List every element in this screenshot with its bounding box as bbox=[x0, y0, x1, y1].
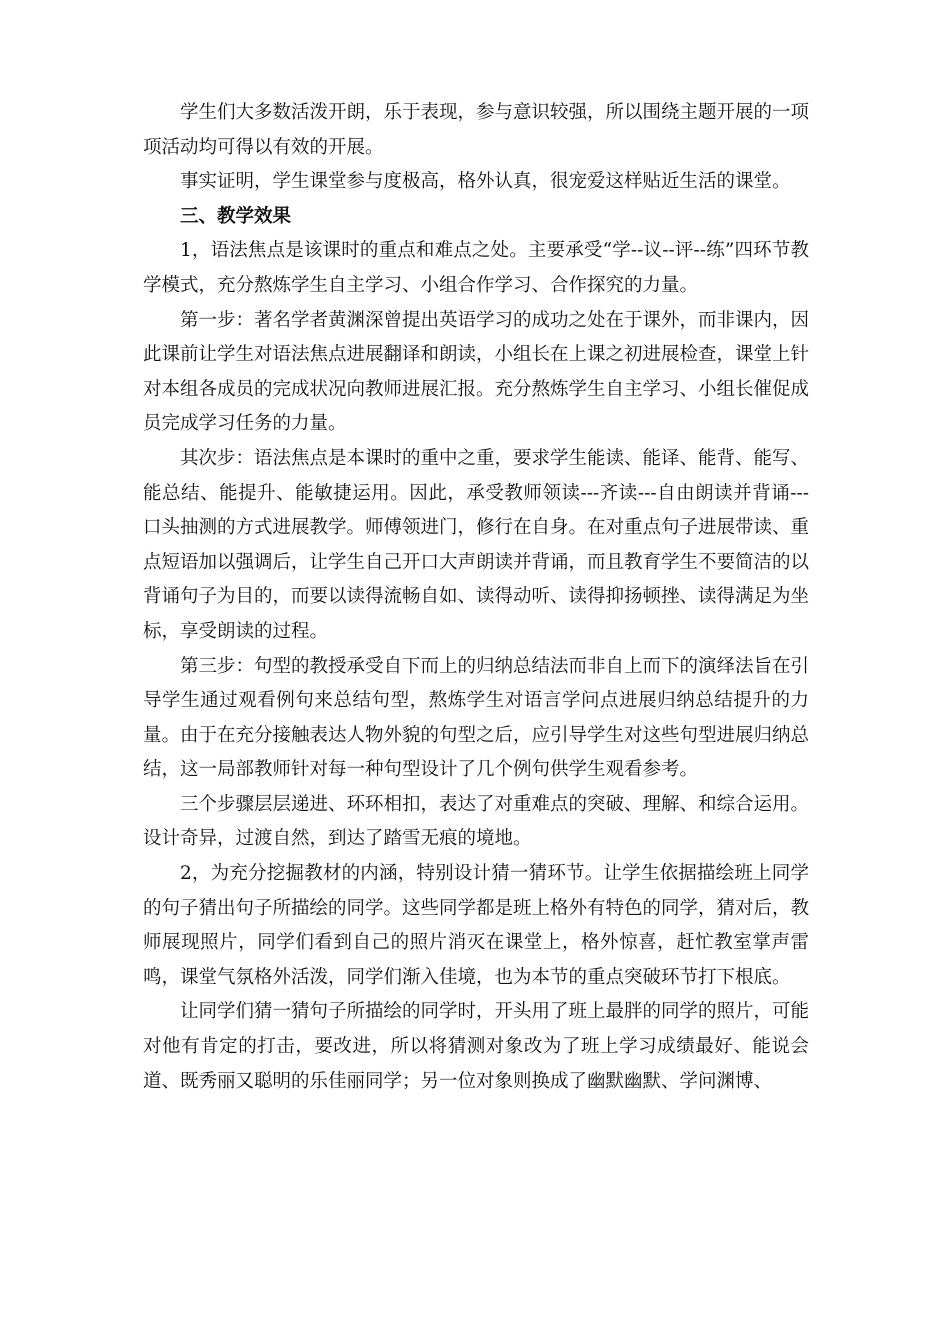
section-heading-teaching-effect: 三、教学效果 bbox=[180, 205, 292, 227]
paragraph-grammar-focus: 1，语法焦点是该课时的重点和难点之处。主要承受“学--议--评--练”四环节教学模式，充分熬炼学生自主学习、小组合作学习、合作探究的力量。 bbox=[143, 240, 809, 296]
paragraph-step-one: 第一步：著名学者黄渊深曾提出英语学习的成功之处在于课外，而非课内，因此课前让学生对语法焦点进展翻译和朗读，小组长在上课之初进展检查，课堂上针对本组各成员的完成状况向教师进展汇报。充分熬炼学生自主学习、小组长催促成员完成学习任务的力量。 bbox=[143, 309, 810, 435]
paragraph-improvement: 让同学们猜一猜句子所描绘的同学时，开头用了班上最胖的同学的照片，可能对他有肯定的打击，要改进，所以将猜测对象改为了班上学习成绩最好、能说会道、既秀丽又聪明的乐佳丽同学；另一位对象则换成了幽默幽默、学问渊博、 bbox=[143, 1001, 810, 1092]
paragraph-step-two: 其次步：语法焦点是本课时的重中之重，要求学生能读、能译、能背、能写、能总结、能提升、能敏捷运用。因此，承受教师领读---齐读---自由朗读并背诵---口头抽测的方式进展教学。师傅领进门，修行在自身。在对重点句子进展带读、重点短语加以强调后，让学生自己开口大声朗读并背诵，而且教育学生不要简洁的以背诵句子为目的，而要以读得流畅自如、读得动听、读得抑扬顿挫、读得满足为坐标，享受朗读的过程。 bbox=[143, 447, 810, 642]
paragraph-three-steps-summary: 三个步骤层层递进、环环相扣，表达了对重难点的突破、理解、和综合运用。设计奇异，过渡自然，到达了踏雪无痕的境地。 bbox=[143, 793, 810, 850]
document-body bbox=[143, 96, 809, 1099]
paragraph-guessing-game: 2，为充分挖掘教材的内涵，特别设计猜一猜环节。让学生依据描绘班上同学的句子猜出句子所描绘的同学。这些同学都是班上格外有特色的同学，猜对后，教师展现照片，同学们看到自己的照片消灭在课堂上，格外惊喜，赶忙教室掌声雷鸣，课堂气氛格外活泼，同学们渐入佳境，也为本节的重点突破环节打下根底。 bbox=[143, 863, 810, 988]
paragraph-step-three: 第三步：句型的教授承受自下而上的归纳总结法而非自上而下的演绎法旨在引导学生通过观看例句来总结句型，熬炼学生对语言学问点进展归纳总结提升的力量。由于在充分接触表达人物外貌的句型之后，应引导学生对这些句型进展归纳总结，这一局部教师针对每一种句型设计了几个例句供学生观看参考。 bbox=[143, 655, 810, 781]
paragraph-facts-prove: 事实证明，学生课堂参与度极高，格外认真，很宠爱这样贴近生活的课堂。 bbox=[180, 171, 791, 193]
paragraph-students-character: 学生们大多数活泼开朗，乐于表现，参与意识较强，所以围绕主题开展的一项项活动均可得以有效的开展。 bbox=[143, 102, 810, 158]
